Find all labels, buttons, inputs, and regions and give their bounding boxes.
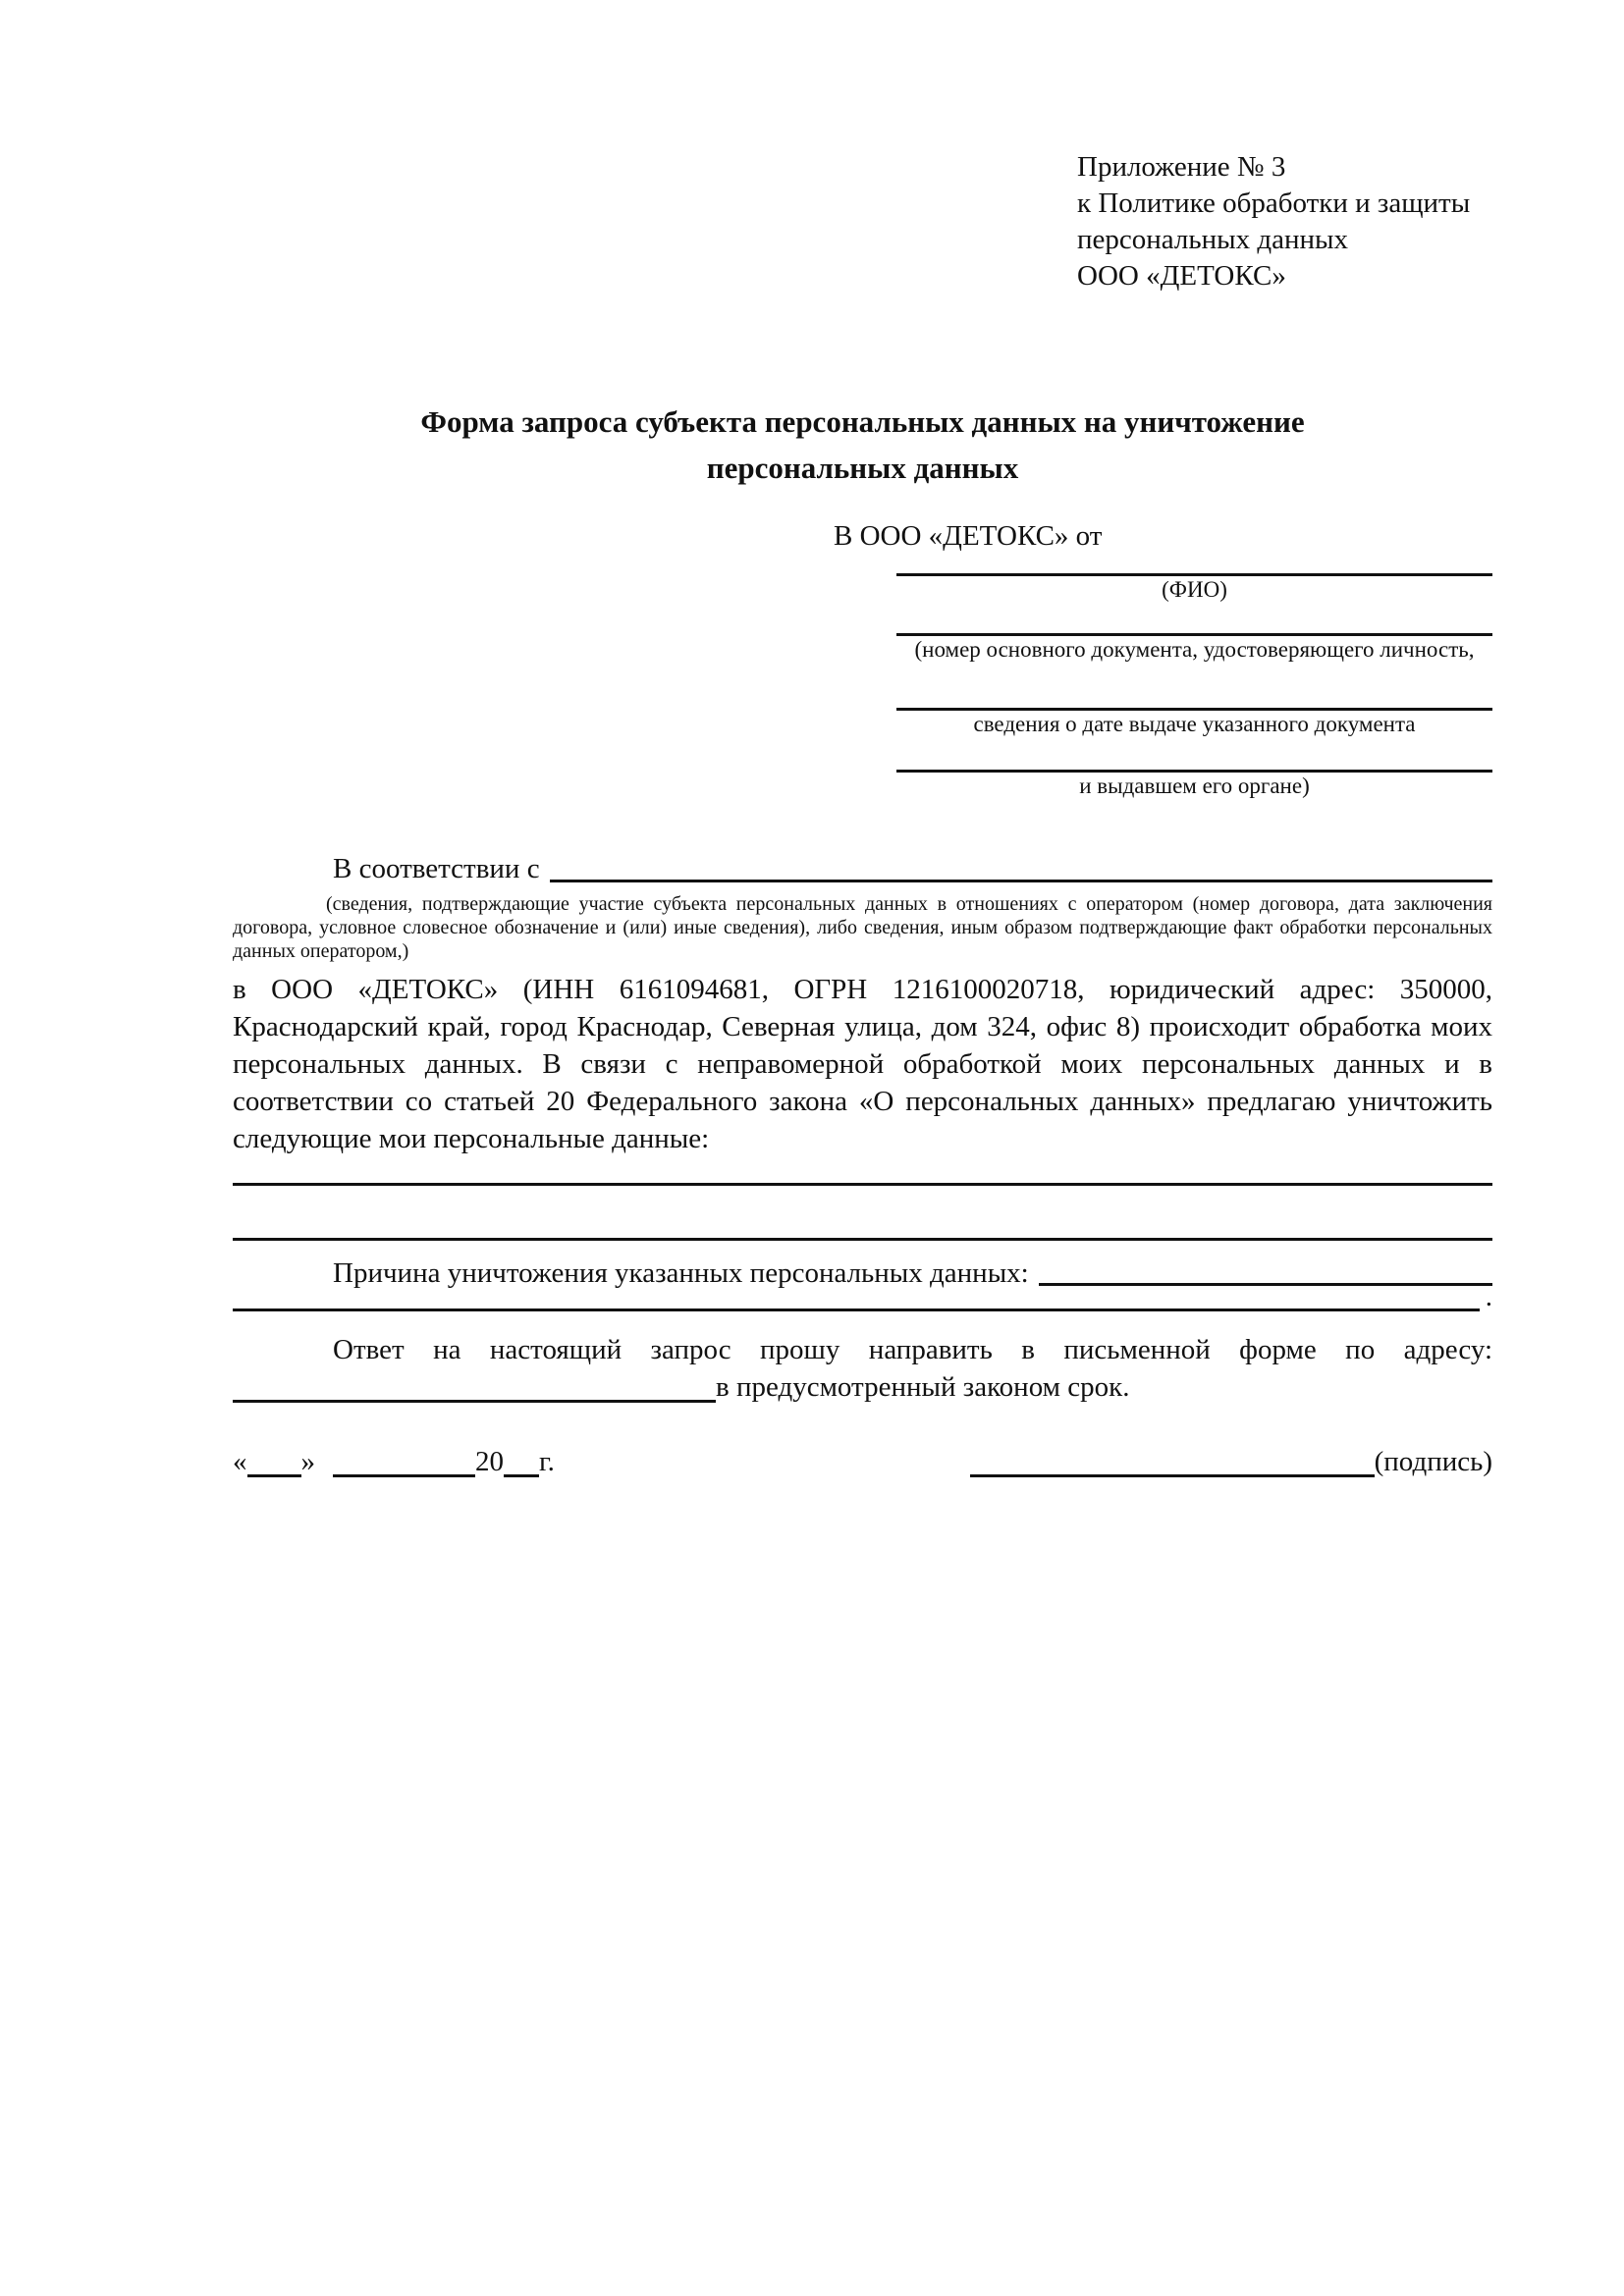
field-label-document-number: (номер основного документа, удостоверяющего личность, (914, 637, 1475, 662)
date-month-blank (333, 1443, 475, 1477)
signature-group (970, 1443, 1492, 1480)
field-line-issue-date (896, 664, 1492, 711)
document-content (233, 0, 1492, 1480)
destruction-data-blank-line-1 (233, 1157, 1492, 1186)
date-year-prefix: 20 (475, 1446, 504, 1477)
reason-period: . (1485, 1281, 1492, 1312)
field-label-issuing-authority: и выдавшем его органе) (1079, 774, 1310, 798)
reason-continuation-row (233, 1281, 1492, 1312)
field-line-document-number (896, 604, 1492, 636)
date-signature-row (233, 1443, 1492, 1480)
reason-blank-line-2 (233, 1292, 1480, 1311)
reply-address-row (233, 1368, 1492, 1406)
date-year-blank (504, 1443, 539, 1477)
addressee-fields (896, 556, 1492, 800)
field-line-issuing-authority (896, 738, 1492, 773)
date-close-quote: » (300, 1446, 315, 1477)
accordance-note: (сведения, подтверждающие участие субъекта персональных данных в отношениях с оператором (номер договора, дата заключения договора, условное словесное обозначение и (или) иные сведения), либо сведения, иным образом подтверждающие факт обработки персональных данных оператором,) (233, 893, 1492, 962)
appendix-line: Приложение № 3 (1077, 151, 1286, 183)
appendix-block (1077, 149, 1492, 294)
appendix-line: к Политике обработки и защиты (1077, 187, 1471, 219)
date-group (233, 1443, 555, 1480)
reply-address-blank-line (233, 1368, 716, 1403)
page-title-line: персональных данных (706, 451, 1019, 485)
appendix-line: ООО «ДЕТОКС» (1077, 260, 1286, 292)
accordance-lead: В соответствии с (333, 853, 540, 884)
body-paragraph: в ООО «ДЕТОКС» (ИНН 6161094681, ОГРН 1216100020718, юридический адрес: 350000, Краснодарский край, город Краснодар, Северная улица, дом 324, офис 8) происходит обработка моих персональных данных. В связи с неправомерной обработкой моих персональных данных и в соответствии со статьей 20 Федерального закона «О персональных данных» предлагаю уничтожить следующие мои персональные данные: (233, 974, 1492, 1154)
reason-row (233, 1255, 1492, 1292)
field-label-issue-date: сведения о дате выдаче указанного документа (973, 712, 1416, 736)
appendix-line: персональных данных (1077, 224, 1349, 255)
date-year-suffix: г. (539, 1446, 555, 1477)
date-open-quote: « (233, 1446, 247, 1477)
accordance-blank-line (550, 849, 1492, 882)
page-title (233, 399, 1492, 491)
addressee-line: В ООО «ДЕТОКС» от (834, 520, 1103, 552)
page-title-line: Форма запроса субъекта персональных данных на уничтожение (420, 404, 1305, 439)
reply-request-line: Ответ на настоящий запрос прошу направить в письменной форме по адресу: (333, 1334, 1492, 1365)
reply-tail: в предусмотренный законом срок. (716, 1371, 1130, 1403)
signature-blank-line (970, 1443, 1375, 1477)
destruction-data-blank-line-2 (233, 1186, 1492, 1241)
reason-blank-line (1039, 1255, 1492, 1286)
accordance-row (233, 849, 1492, 888)
date-day-blank (247, 1443, 301, 1477)
field-line-fio (896, 556, 1492, 576)
field-label-fio: (ФИО) (1162, 577, 1227, 602)
signature-label: (подпись) (1374, 1446, 1492, 1477)
reason-label: Причина уничтожения указанных персональных данных: (333, 1257, 1029, 1289)
